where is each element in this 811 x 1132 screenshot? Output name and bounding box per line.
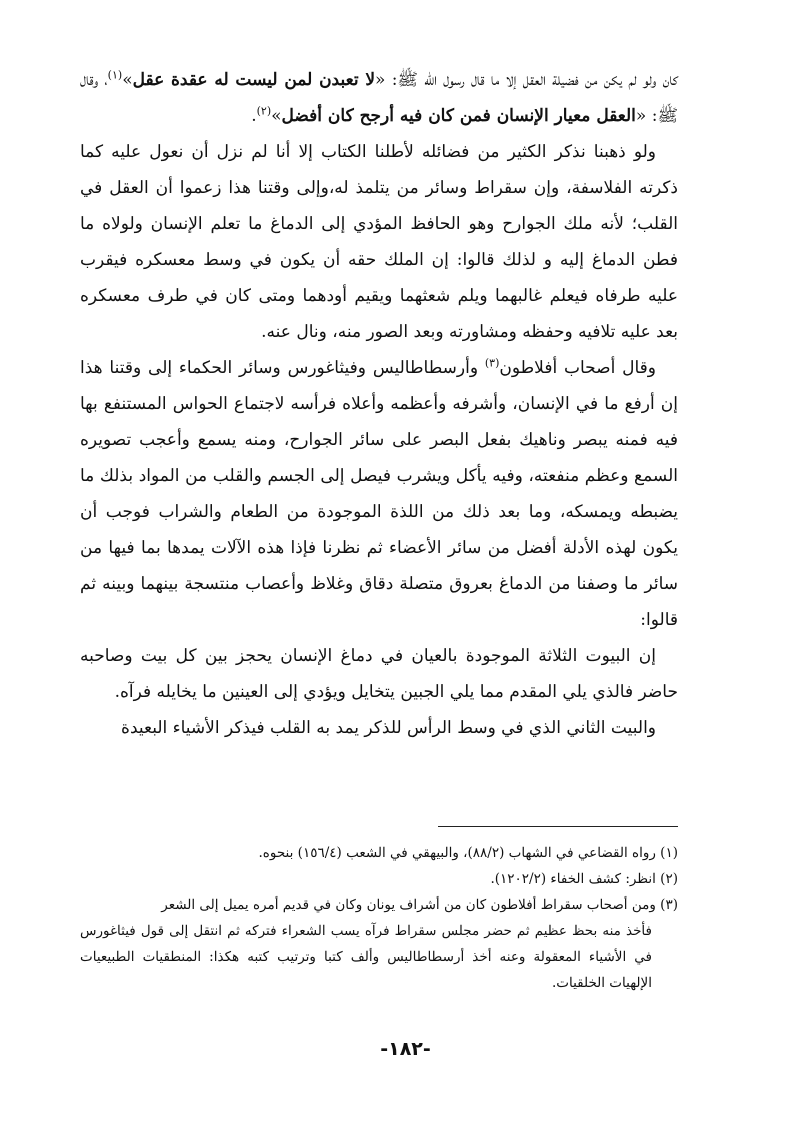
footnote-2: (٢) انظر: كشف الخفاء (١٢٠٢/٢). xyxy=(490,871,678,887)
paragraph-1: كان ولو لم يكن من فضيلة العقل إلا ما قال رسول الله ﷺ: «لا تعبدن لمن ليست له عقدة عقل»$^{(١)}$، وقال ﷺ: «العقل معيار الإنسان فمن كان فيه أرجح كان أفضل»$^{(٢)}$. xyxy=(80,68,678,126)
footnote-ref-1: (١) xyxy=(107,68,123,82)
paragraph-4: إن البيوت الثلاثة الموجودة بالعيان في دماغ الإنسان يحجز بين كل بيت وصاحبه حاضر فالذي يلي المقدم مما يلي الجبين يتخايل ويؤدي إلى العينين ما يخايله فرآه. xyxy=(80,646,678,702)
footnote-1: (١) رواه القضاعي في الشهاب (٨٨/٢)، والبيهقي في الشعب (١٥٦/٤) بنحوه. xyxy=(258,845,678,861)
hadith-1-bold: لا تعبدن لمن ليست له عقدة عقل xyxy=(132,70,376,90)
footnote-3-continuation: فأخذ منه بحظ عظيم ثم حضر مجلس سقراط فرآه يسب الشعراء فتركه ثم انتقل إلى قول فيثاغورس في الأشياء المعقولة وعنه أخذ أرسطاطاليس وألف كتبا وترتيب كتبه هكذا: المنطقيات الطبيعيات الإلهيات الخلقيات. xyxy=(80,923,652,991)
footnotes xyxy=(80,840,678,996)
hadith-2-bold: العقل معيار الإنسان فمن كان فيه أرجح كان أفضل xyxy=(281,106,636,126)
paragraph-5: والبيت الثاني الذي في وسط الرأس للذكر يمد به القلب فيذكر الأشياء البعيدة xyxy=(121,718,656,738)
page-number: -١٨٢- xyxy=(380,1038,431,1060)
paragraph-2: ولو ذهبنا نذكر الكثير من فضائله لأطلنا الكتاب إلا أنا لم نزل أن نعول عليه كما ذكرته الفلاسفة، وإن سقراط وسائر من يتلمذ له،وإلى وقتنا هذا زعموا أن العقل في القلب؛ لأنه ملك الجوارح وهو الحافظ المؤدي إلى الدماغ ما تعلم الإنسان ولولاه ما فطن الدماغ إليه و لذلك قالوا: إن الملك حقه أن يكون في وسط معسكره فيقرب عليه طرفاه فيعلم غالبهما ويلم شعثهما ويقيم أودهما ومتى كان في طرف معسكره بعد عليه تلافيه وحفظه ومشاورته وبعد الصور منه، ونال عنه. xyxy=(80,142,678,342)
footnote-ref-2: (٢) xyxy=(256,104,272,118)
main-text xyxy=(80,62,678,746)
footnote-3: (٣) ومن أصحاب سقراط أفلاطون كان من أشراف يونان وكان في قديم أمره يميل إلى الشعر xyxy=(161,897,678,913)
paragraph-3: وقال أصحاب أفلاطون$^{(٣)}$ وأرسطاطاليس وفيثاغورس وسائر الحكماء إلى وقتنا هذا إن أرفع ما في الإنسان، وأشرفه وأعظمه وأعلاه فرأسه لاجتماع الحواس المستنفع بها فيه فمنه يبصر وناهيك بفعل البصر على سائر الجوارح، ومنه يسمع وأعجب تصويره السمع وعظم منفعته، وفيه يأكل ويشرب فيصل إلى الجسم والقلب من المواد بذلك ما يضبطه ويمسكه، وما بعد ذلك من اللذة الموجودة من الطعام والشراب فوجب أن يكون لهذه الأدلة أفضل من سائر الأعضاء ثم نظرنا فإذا هذه الآلات يمدها بما فيها من سائر ما وصفنا من الدماغ بعروق متصلة دقاق وغلاظ وأعصاب منتسجة بينهما وبينه ثم قالوا: xyxy=(80,356,678,630)
footnote-ref-3: (٣) xyxy=(484,356,500,370)
footnote-separator xyxy=(438,826,678,827)
